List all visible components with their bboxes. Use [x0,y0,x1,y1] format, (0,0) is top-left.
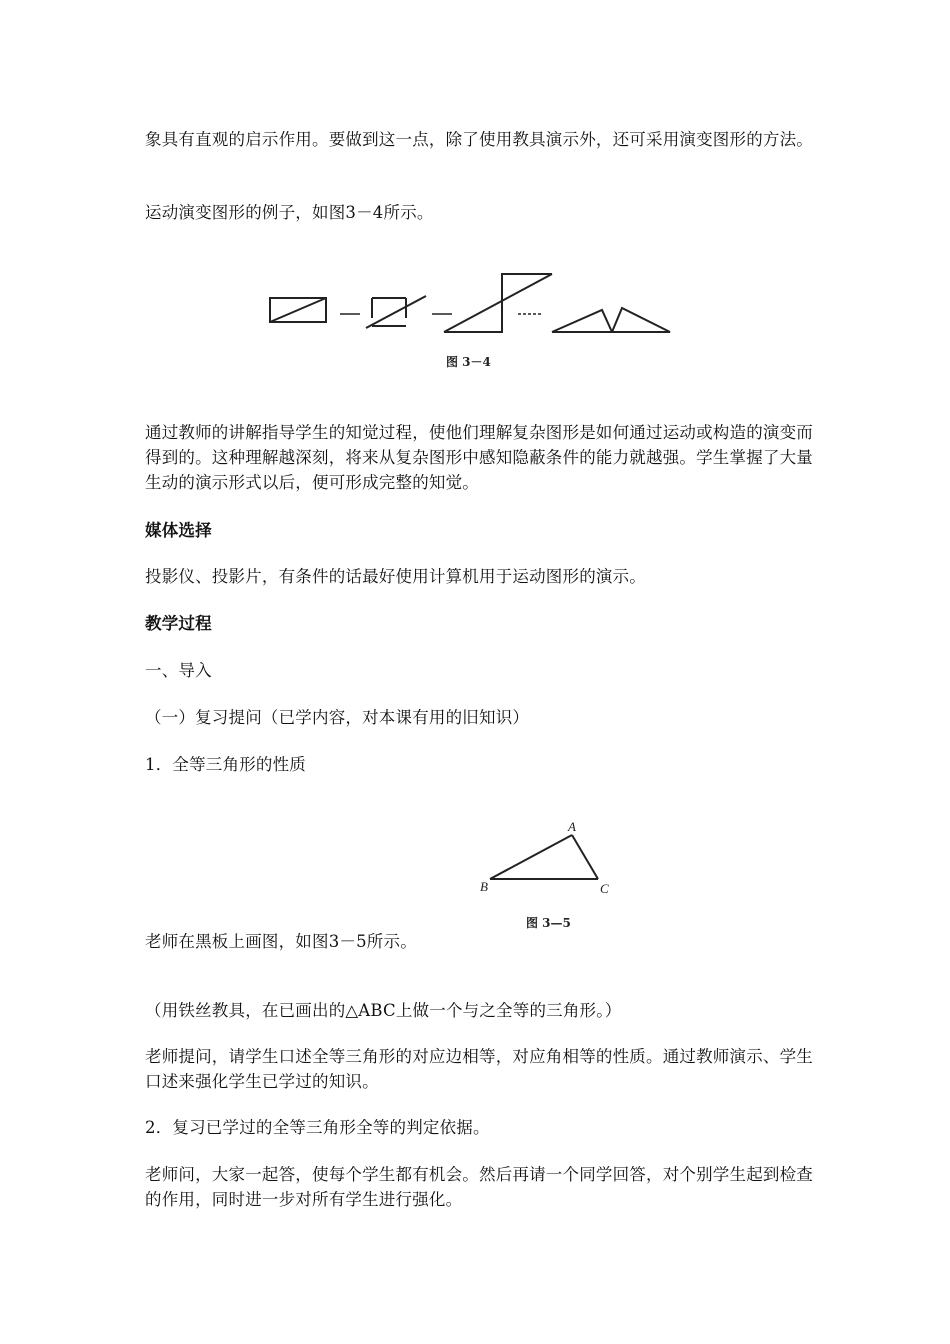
figure-3-4 [260,270,680,370]
paragraph-review-questions: （一）复习提问（已学内容，对本课有用的旧知识） [145,708,530,727]
paragraph-section-1: 一、导入 [145,661,212,680]
vertex-label-c: C [600,881,609,896]
paragraph-item-2: 2．复习已学过的全等三角形全等的判定依据。 [145,1118,490,1137]
figure-3-4-shear-line [366,296,426,328]
figure-3-4-drawing [260,270,680,370]
paragraph-item-1: 1．全等三角形的性质 [145,755,306,774]
triangle-side-ac [572,835,598,879]
paragraph-intro: 象具有直观的启示作用。要做到这一点，除了使用教具演示外，还可采用演变图形的方法。 [145,130,813,149]
figure-3-5-caption: 图 3—5 [526,916,571,930]
paragraph-figure-3-4-ref: 运动演变图形的例子，如图3－4所示。 [145,203,434,222]
figure-3-4-z-diagonal [444,274,552,332]
figure-3-5-drawing [470,815,630,935]
paragraph-explanation: 通过教师的讲解指导学生的知觉过程，使他们理解复杂图形是如何通过运动或构造的演变而得到的。这种理解越深刻，将来从复杂图形中感知隐蔽条件的能力就越强。学生掌握了大量生动的演示形式以后，便可形成完整的知觉。 [145,423,813,492]
figure-3-5 [470,815,630,935]
figure-3-4-diagonal [270,298,326,322]
paragraph-figure-3-5-ref: 老师在黑板上画图，如图3－5所示。 [145,932,417,951]
paragraph-teacher-question: 老师提问，请学生口述全等三角形的对应边相等，对应角相等的性质。通过教师演示、学生口述来强化学生已学过的知识。 [145,1047,813,1091]
vertex-label-a: A [568,819,576,834]
vertex-label-b: B [480,879,488,894]
heading-media-selection: 媒体选择 [145,521,212,540]
figure-3-4-triangles [552,308,670,332]
paragraph-media: 投影仪、投影片，有条件的话最好使用计算机用于运动图形的演示。 [145,567,646,586]
triangle-side-ab [490,835,572,879]
figure-3-4-caption: 图 3－4 [446,355,491,369]
paragraph-class-answer: 老师问，大家一起答，使每个学生都有机会。然后再请一个同学回答，对个别学生起到检查的作用，同时进一步对所有学生进行强化。 [145,1165,813,1209]
heading-teaching-process: 教学过程 [145,614,212,633]
paragraph-wire-tool: （用铁丝教具，在已画出的△ABC上做一个与之全等的三角形。） [145,1001,622,1020]
